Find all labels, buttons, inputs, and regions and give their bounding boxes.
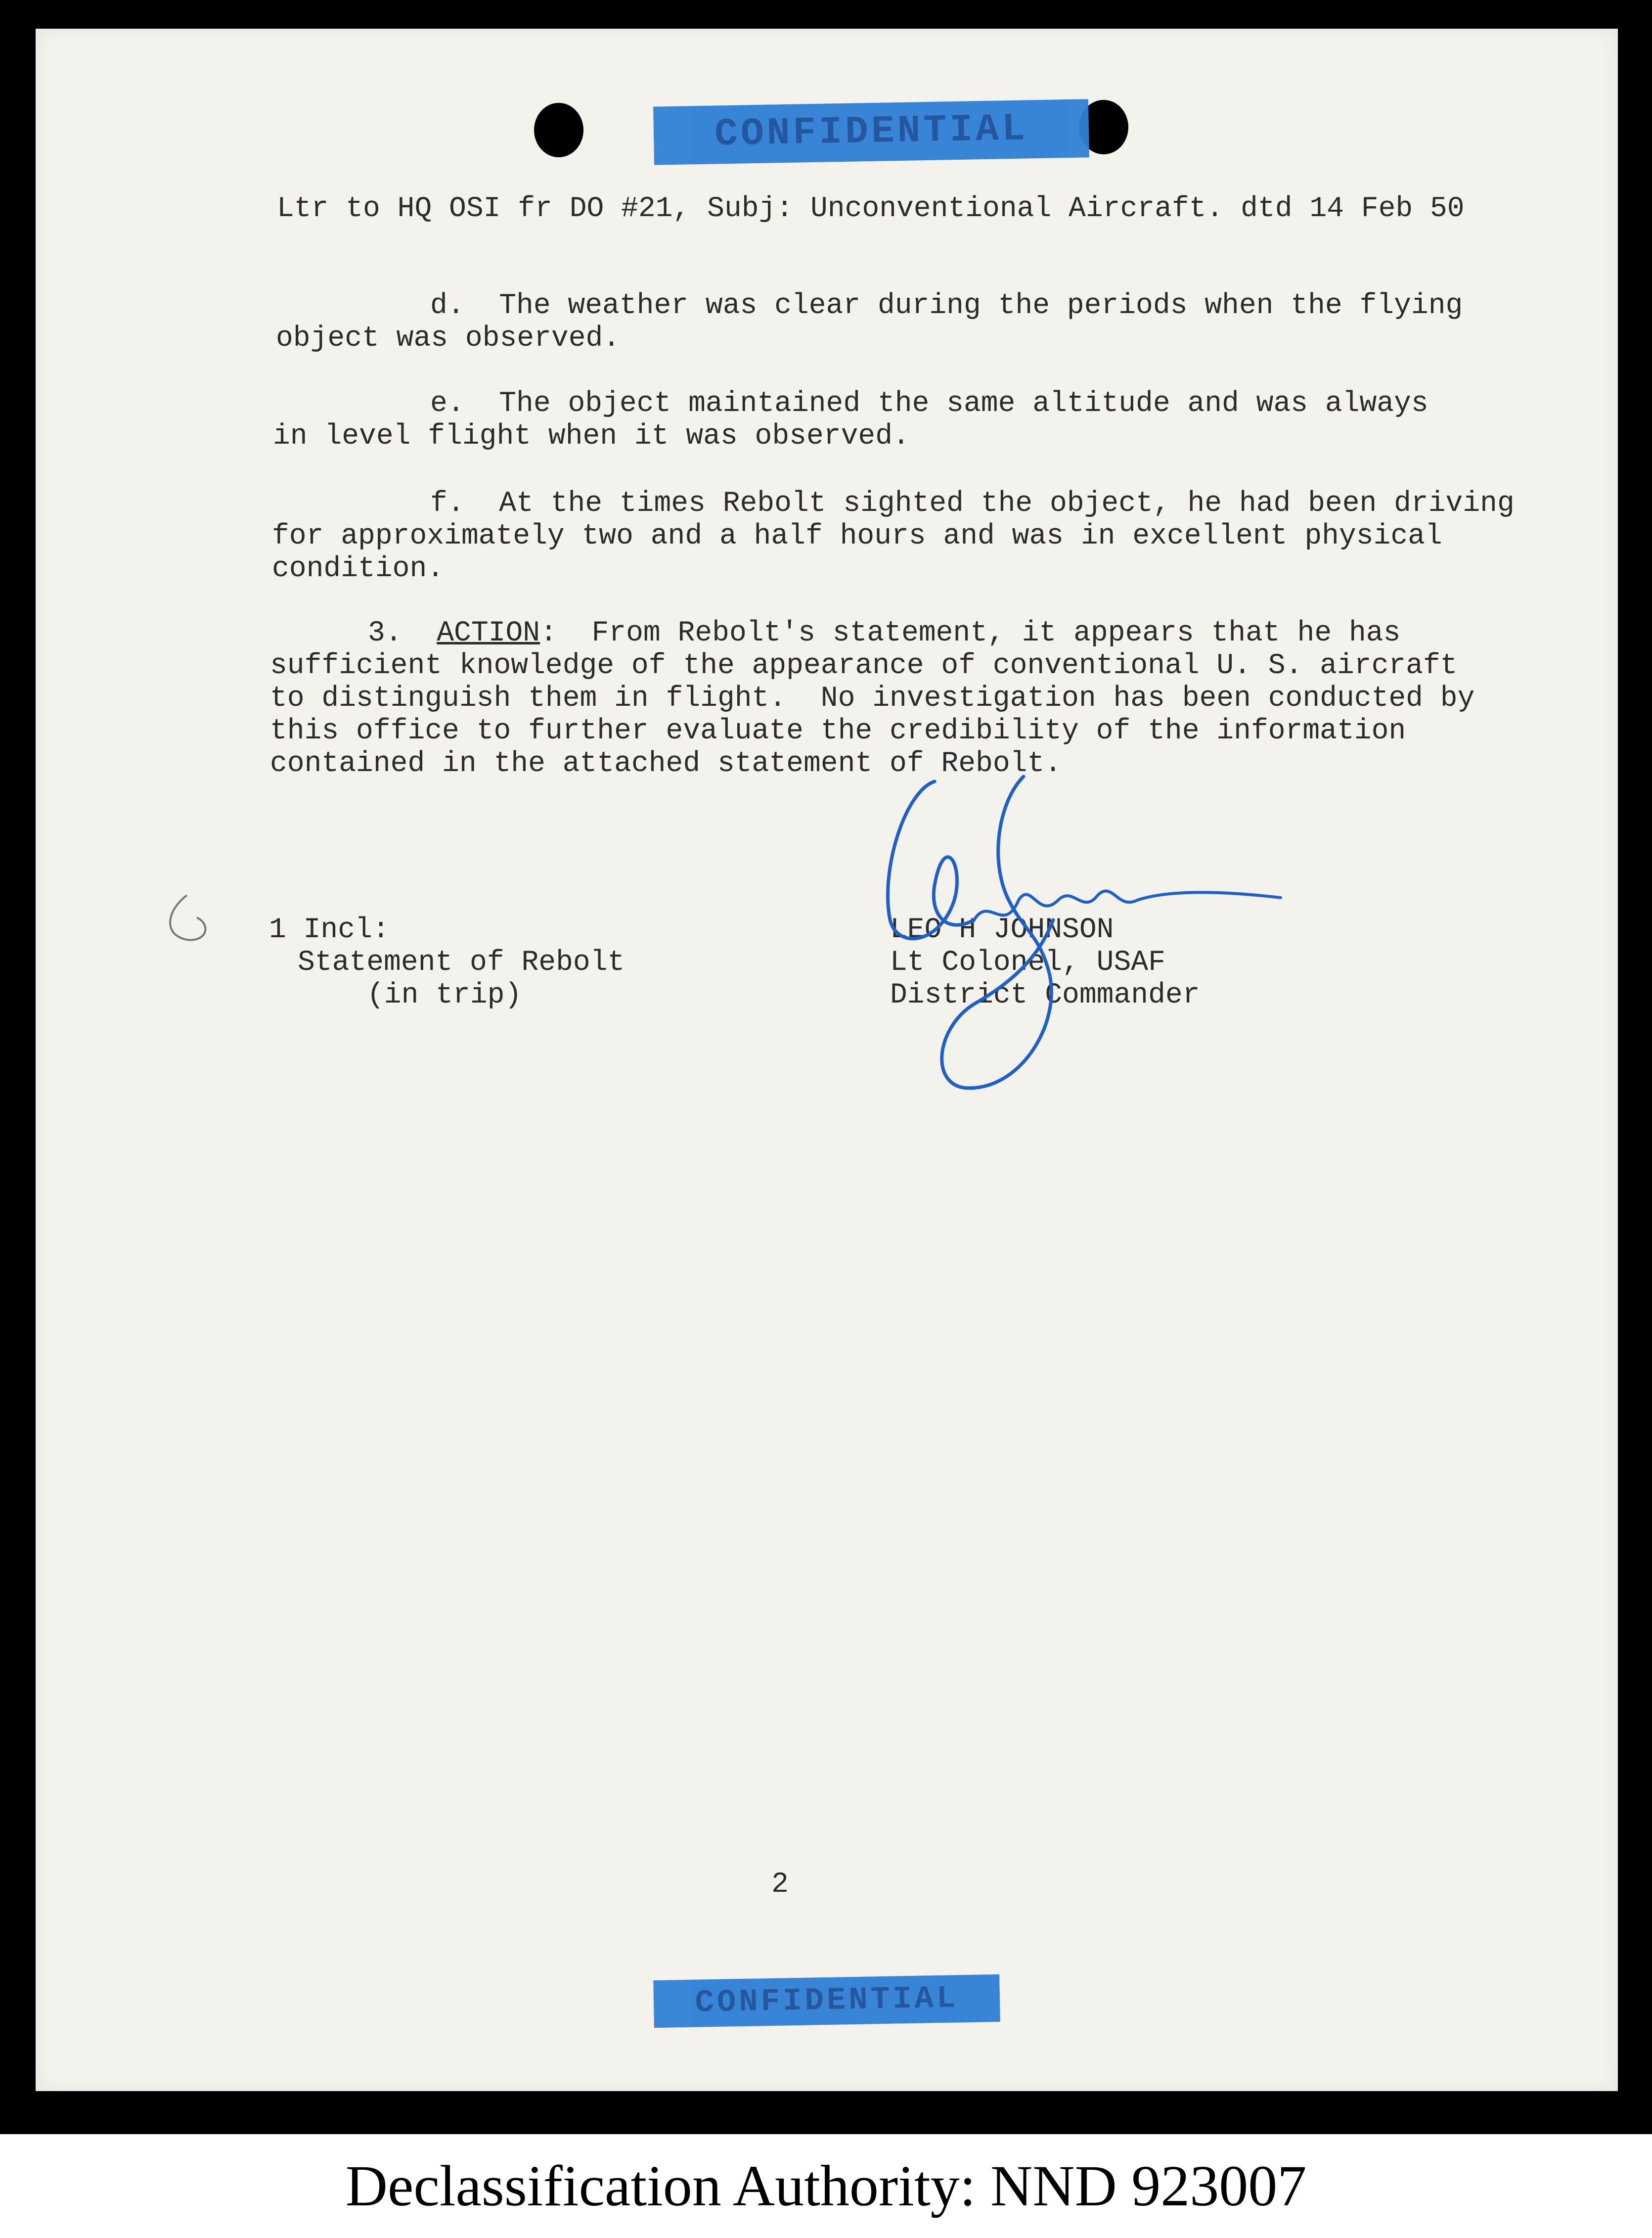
paragraph-f-line-3: condition. xyxy=(272,553,445,585)
declassification-text: Declassification Authority: NND 923007 xyxy=(345,2153,1307,2218)
stamp-text-bottom: CONFIDENTIAL xyxy=(694,1981,959,2021)
paragraph-action-line-5: contained in the attached statement of Rebolt. xyxy=(270,748,1062,780)
confidential-stamp-top xyxy=(653,99,1089,165)
enclosure-line-3: (in trip) xyxy=(367,979,522,1011)
declassification-footer xyxy=(0,2134,1652,2238)
pencil-mark xyxy=(157,890,217,950)
paragraph-e-line-1: e. The object maintained the same altitude and was always xyxy=(430,388,1429,420)
stamp-text-top: CONFIDENTIAL xyxy=(714,107,1028,157)
enclosure-line-1: 1 Incl: xyxy=(269,914,390,946)
page-number: 2 xyxy=(771,1869,789,1901)
action-number: 3. xyxy=(368,617,402,649)
action-heading: ACTION xyxy=(437,617,540,649)
punch-hole-left xyxy=(534,103,583,157)
paragraph-d-line-2: object was observed. xyxy=(276,322,621,355)
signer-title: District Commander xyxy=(890,979,1200,1011)
paragraph-f-line-1: f. At the times Rebolt sighted the object, he had been driving xyxy=(430,488,1515,520)
handwritten-signature xyxy=(860,772,1286,1098)
paragraph-e-line-2: in level flight when it was observed. xyxy=(273,420,910,453)
signer-name: LEO H JOHNSON xyxy=(890,914,1114,946)
paragraph-action-line-2: sufficient knowledge of the appearance of conventional U. S. aircraft xyxy=(270,650,1458,682)
paragraph-action-line-1 xyxy=(368,617,1400,650)
signer-rank: Lt Colonel, USAF xyxy=(890,947,1165,979)
document-reference-header: Ltr to HQ OSI fr DO #21, Subj: Unconventional Aircraft. dtd 14 Feb 50 xyxy=(277,193,1465,225)
paragraph-d-line-1: d. The weather was clear during the periods when the flying xyxy=(430,290,1463,322)
paragraph-f-line-2: for approximately two and a half hours and was in excellent physical xyxy=(272,520,1442,552)
action-line-1-rest: : From Rebolt's statement, it appears that he has xyxy=(540,617,1401,649)
enclosure-line-2: Statement of Rebolt xyxy=(298,947,625,979)
paragraph-action-line-4: this office to further evaluate the credibility of the information xyxy=(270,715,1406,747)
document-page xyxy=(36,29,1618,2091)
confidential-stamp-bottom xyxy=(653,1974,1000,2028)
paragraph-action-line-3: to distinguish them in flight. No investigation has been conducted by xyxy=(270,683,1475,715)
